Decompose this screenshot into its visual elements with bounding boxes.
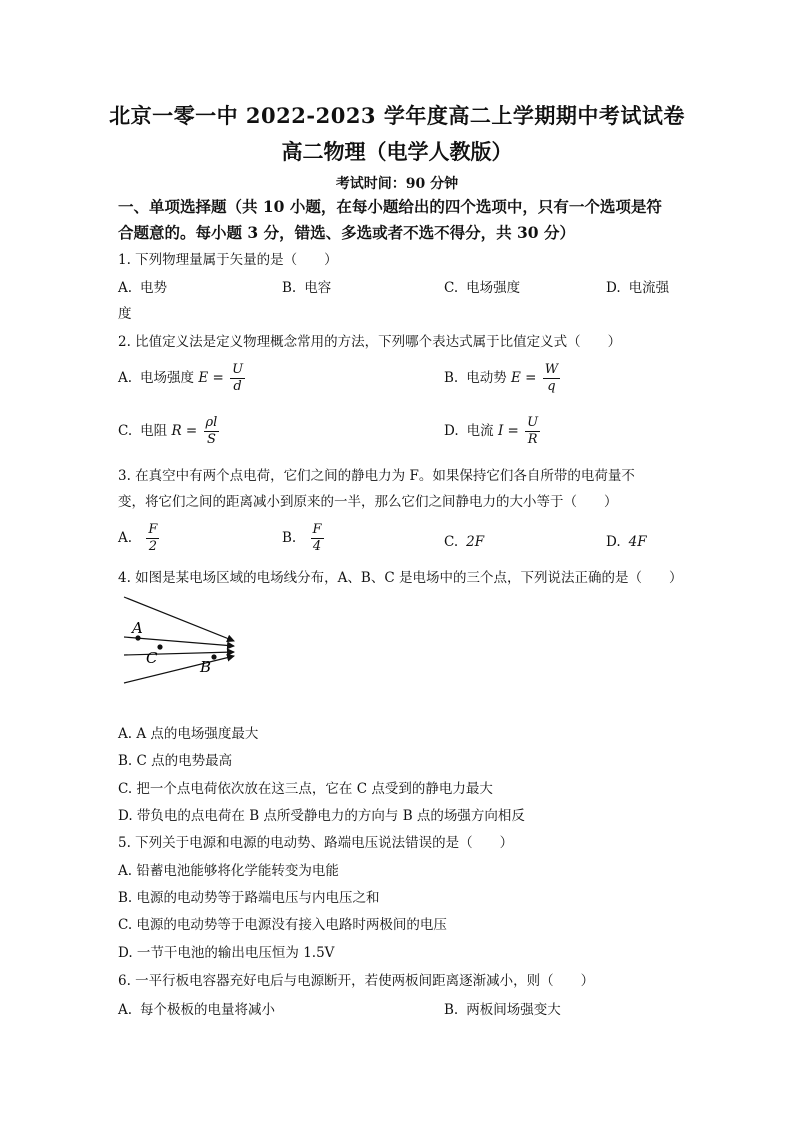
option-text: 电流 xyxy=(466,423,494,439)
q2-stem: 2. 比值定义法是定义物理概念常用的方法，下列哪个表达式属于比值定义式（ ） xyxy=(118,334,622,350)
fraction-numerator: F xyxy=(312,522,322,537)
option-label: D. xyxy=(606,280,621,296)
q1-option-b xyxy=(282,278,331,298)
option-text: 电势 xyxy=(140,280,168,296)
option-text: 电动势 xyxy=(466,370,507,386)
q2-option-d xyxy=(444,415,542,448)
option-label: C. xyxy=(118,423,133,439)
fraction-denominator: q xyxy=(547,379,556,394)
q1-option-d-wrap: 度 xyxy=(118,306,132,322)
formula-fraction xyxy=(146,522,159,555)
section-heading-line1: 一、单项选择题（共 10 小题，在每小题给出的四个选项中，只有一个选项是符 xyxy=(118,197,662,216)
formula-fraction xyxy=(543,362,560,395)
formula-lhs: R = xyxy=(171,423,198,439)
q2-option-c xyxy=(118,415,221,448)
exam-title: 北京一零一中 2022-2023 学年度高二上学期期中考试试卷 xyxy=(109,103,685,128)
formula-fraction xyxy=(311,522,324,555)
option-label: A. xyxy=(118,1002,133,1018)
q3-option-d xyxy=(606,532,647,552)
option-text: 电场强度 xyxy=(466,280,521,296)
q3-option-b xyxy=(282,522,326,555)
formula-lhs: E = xyxy=(511,370,537,386)
field-line xyxy=(124,656,234,683)
option-label: B. xyxy=(444,370,459,386)
option-label: D. xyxy=(606,534,621,550)
field-line xyxy=(124,652,234,655)
q1-option-d xyxy=(606,278,669,298)
option-text: 电阻 xyxy=(140,423,168,439)
fraction-denominator: R xyxy=(527,432,538,447)
q3-option-c xyxy=(444,532,484,552)
fraction-denominator: 4 xyxy=(312,539,322,554)
point-c-dot xyxy=(157,644,162,649)
q5-option-c: C. 电源的电动势等于电源没有接入电路时两极间的电压 xyxy=(118,917,447,933)
fraction-denominator: 2 xyxy=(148,539,157,554)
q5-stem: 5. 下列关于电源和电源的电动势、路端电压说法错误的是（ ） xyxy=(118,835,514,851)
option-text: 每个极板的电量将减小 xyxy=(140,1002,276,1018)
point-b-label: B xyxy=(200,658,212,676)
formula-lhs: I = xyxy=(497,423,519,439)
option-label: B. xyxy=(282,280,297,296)
q6-option-b xyxy=(444,1000,561,1020)
formula-fraction xyxy=(525,415,540,448)
fraction-numerator: U xyxy=(527,415,539,430)
point-c-label: C xyxy=(146,649,158,667)
point-a-label: A xyxy=(132,619,143,637)
q4-stem: 4. 如图是某电场区域的电场线分布，A、B、C 是电场中的三个点，下列说法正确的是（ ） xyxy=(118,570,683,586)
formula-lhs: E = xyxy=(198,370,224,386)
q6-option-a xyxy=(118,1000,275,1020)
q2-option-a xyxy=(118,362,247,395)
q3-option-a xyxy=(118,522,161,555)
option-text: 电容 xyxy=(304,280,332,296)
electric-field-lines-figure xyxy=(118,593,248,688)
q5-option-a: A. 铅蓄电池能够将化学能转变为电能 xyxy=(118,863,339,879)
formula-fraction xyxy=(204,415,220,448)
fraction-denominator: S xyxy=(206,432,216,447)
option-label: A. xyxy=(118,530,133,546)
q5-option-d: D. 一节干电池的输出电压恒为 1.5V xyxy=(118,945,335,961)
option-text: 电场强度 xyxy=(140,370,195,386)
option-text: 2F xyxy=(466,534,485,550)
option-label: C. xyxy=(444,534,459,550)
q4-option-b: B. C 点的电势最高 xyxy=(118,753,233,769)
q1-option-c xyxy=(444,278,520,298)
q4-option-c: C. 把一个点电荷依次放在这三点，它在 C 点受到的静电力最大 xyxy=(118,781,493,797)
option-label: A. xyxy=(118,370,133,386)
option-label: D. xyxy=(444,423,459,439)
fraction-numerator: F xyxy=(148,522,158,537)
formula-fraction xyxy=(230,362,245,395)
option-label: B. xyxy=(282,530,297,546)
option-text: 4F xyxy=(628,534,647,550)
fraction-numerator: U xyxy=(232,362,244,377)
q5-option-b: B. 电源的电动势等于路端电压与内电压之和 xyxy=(118,890,380,906)
exam-time: 考试时间：90 分钟 xyxy=(335,176,459,192)
q3-stem-line1: 3. 在真空中有两个点电荷，它们之间的静电力为 F。如果保持它们各自所带的电荷量不 xyxy=(118,468,635,484)
option-text: 电流强 xyxy=(628,280,670,296)
q6-stem: 6. 一平行板电容器充好电后与电源断开，若使两板间距离逐渐减小，则（ ） xyxy=(118,973,595,989)
fraction-denominator: d xyxy=(233,379,242,394)
q4-option-a: A. A 点的电场强度最大 xyxy=(118,726,259,742)
option-text: 两板间场强变大 xyxy=(466,1002,561,1018)
q3-stem-line2: 变，将它们之间的距离减小到原来的一半，那么它们之间静电力的大小等于（ ） xyxy=(118,494,618,510)
fraction-numerator: W xyxy=(544,362,559,377)
section-heading-line2: 合题意的。每小题 3 分，错选、多选或者不选不得分，共 30 分） xyxy=(118,223,575,242)
q1-stem: 1. 下列物理量属于矢量的是（ ） xyxy=(118,252,338,268)
option-label: A. xyxy=(118,280,133,296)
q4-option-d: D. 带负电的点电荷在 B 点所受静电力的方向与 B 点的场强方向相反 xyxy=(118,808,525,824)
q1-option-a xyxy=(118,278,167,298)
fraction-numerator: ρl xyxy=(205,415,218,430)
exam-subtitle: 高二物理（电学人教版） xyxy=(281,139,513,164)
option-label: C. xyxy=(444,280,459,296)
option-label: B. xyxy=(444,1002,459,1018)
point-b-dot xyxy=(211,654,216,659)
q2-option-b xyxy=(444,362,562,395)
